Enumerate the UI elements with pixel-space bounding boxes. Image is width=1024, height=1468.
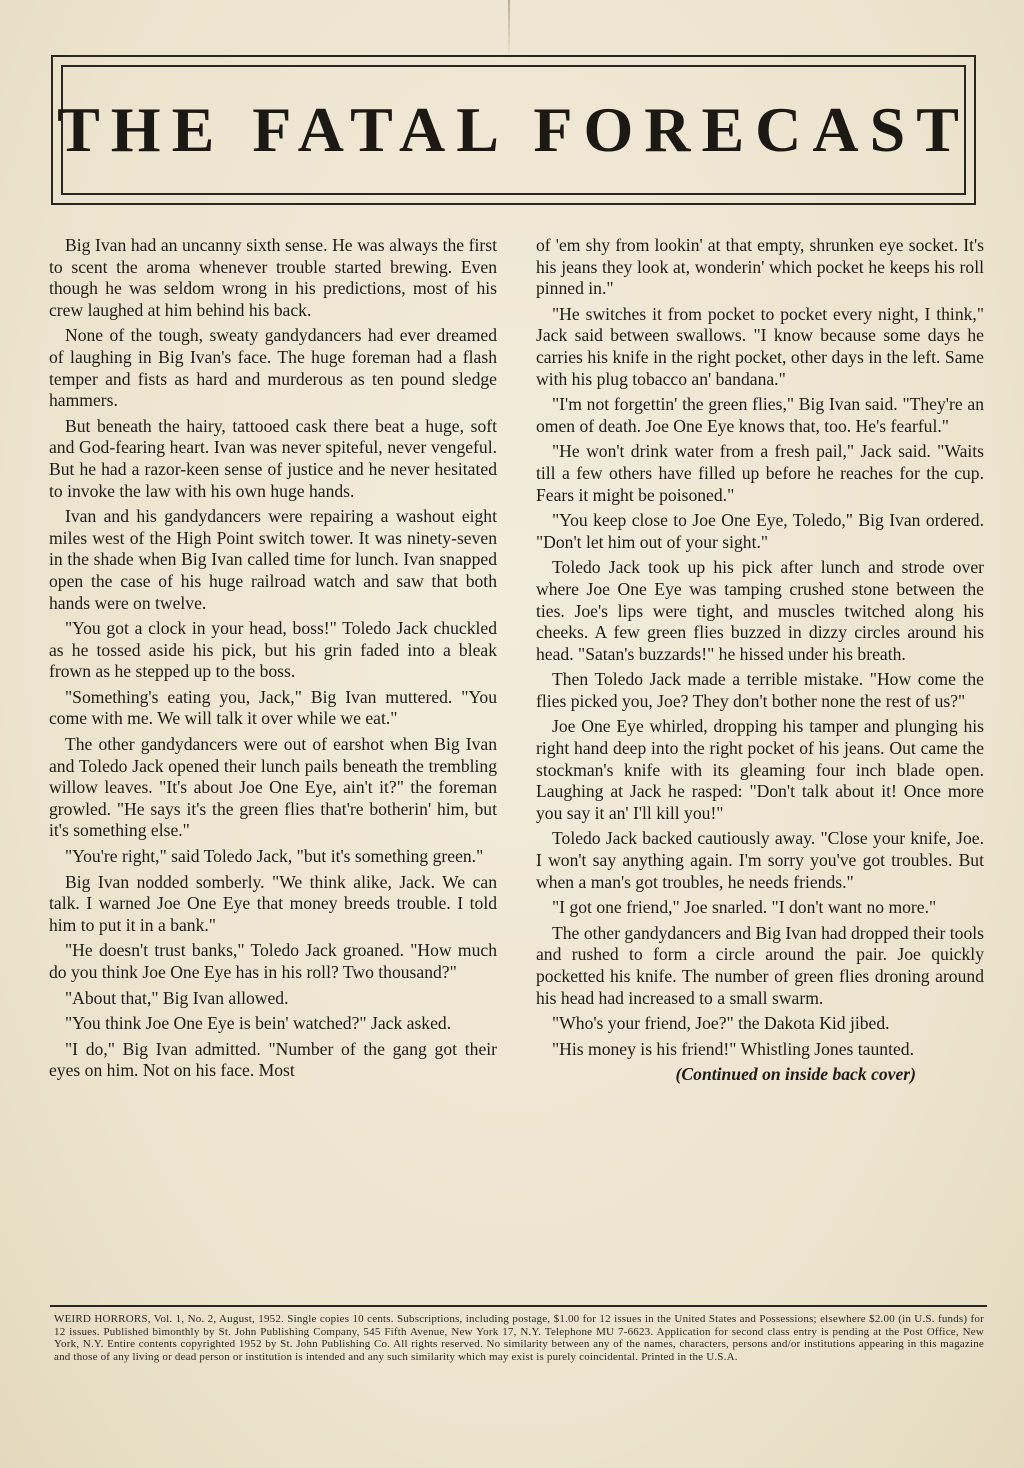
- paragraph: Joe One Eye whirled, dropping his tamper and plunging his right hand deep into the right pocket of his jeans. Out came the stockman's knife with its gleaming four inch blade open. Laughing at Jack he rasped: "Don't talk about it! Once more you say it an' I'll kill you!": [536, 716, 984, 823]
- right-column: [536, 235, 984, 1290]
- continued-note: (Continued on inside back cover): [675, 1064, 916, 1085]
- paragraph: Toledo Jack backed cautiously away. "Close your knife, Joe. I won't say anything again. I'm sorry you've got troubles. But when a man's got troubles, he needs friends.": [536, 828, 984, 892]
- paragraph: "You're right," said Toledo Jack, "but it's something green.": [65, 846, 484, 867]
- paragraph: "I got one friend," Joe snarled. "I don't want no more.": [552, 897, 937, 918]
- paragraph: Toledo Jack took up his pick after lunch and strode over where Joe One Eye was tamping crushed stone between the ties. Joe's lips were tight, and muscles twitched along his cheeks. A few green flies buzzed in dizzy circles around his head. "Satan's buzzards!" he hissed under his breath.: [536, 557, 984, 664]
- paragraph: None of the tough, sweaty gandydancers had ever dreamed of laughing in Big Ivan's face. The huge foreman had a flash temper and fists as hard and murderous as ten pound sledge hammers.: [49, 325, 497, 411]
- paragraph: "You got a clock in your head, boss!" Toledo Jack chuckled as he tossed aside his pick, but his grin faded into a bleak frown as he stepped up to the boss.: [49, 618, 497, 682]
- paragraph: "His money is his friend!" Whistling Jones taunted.: [552, 1038, 914, 1059]
- left-column: [49, 235, 497, 1290]
- paragraph: The other gandydancers were out of earshot when Big Ivan and Toledo Jack opened their lunch pails beneath the trembling willow leaves. "It's about Joe One Eye, ain't it?" the foreman growled. "He says it's the green flies that're botherin' him, but it's something else.": [49, 734, 497, 841]
- footer-divider: [50, 1305, 987, 1307]
- paragraph-continuation: of 'em shy from lookin' at that empty, shrunken eye socket. It's his jeans they look at, wonderin' which pocket he keeps his roll pinned in.": [536, 235, 984, 299]
- paragraph: "About that," Big Ivan allowed.: [65, 987, 289, 1008]
- paragraph: "He doesn't trust banks," Toledo Jack groaned. "How much do you think Joe One Eye has in his roll? Two thousand?": [49, 940, 497, 982]
- story-title: THE FATAL FORECAST: [57, 94, 970, 165]
- paragraph: "You think Joe One Eye is bein' watched?" Jack asked.: [65, 1013, 452, 1034]
- paragraph: Ivan and his gandydancers were repairing a washout eight miles west of the High Point switch tower. It was ninety-seven in the shade when Big Ivan called time for lunch. Ivan snapped open the case of his huge railroad watch and saw that both hands were on twelve.: [49, 506, 497, 613]
- title-frame-inner: [57, 65, 970, 195]
- paragraph: "You keep close to Joe One Eye, Toledo," Big Ivan ordered. "Don't let him out of your sight.": [536, 510, 984, 552]
- paragraph: "I'm not forgettin' the green flies," Big Ivan said. "They're an omen of death. Joe One Eye knows that, too. He's fearful.": [536, 394, 984, 436]
- paragraph: The other gandydancers and Big Ivan had dropped their tools and rushed to form a circle around the pair. Joe quickly pocketted his knife. The number of green flies droning around his head had increased to a small swarm.: [536, 922, 984, 1008]
- page-crease: [508, 0, 510, 60]
- paragraph: Big Ivan had an uncanny sixth sense. He was always the first to scent the aroma whenever trouble started brewing. Even though he was seldom wrong in his predictions, most of his crew laughed at him behind his back.: [49, 235, 497, 320]
- publication-notice: WEIRD HORRORS, Vol. 1, No. 2, August, 1952. Single copies 10 cents. Subscriptions, including postage, $1.00 for 12 issues in the United States and Possessions; elsewhere $2.00 (in U.S. funds) for 12 issues. Published bimonthly by St. John Publishing Company, 545 Fifth Avenue, New York 17, N.Y. Telephone MU 7-6623. Application for second class entry is pending at the Post Office, New York, N.Y. Entire contents copyrighted 1952 by St. John Publishing Co. All rights reserved. No similarity between any of the names, characters, persons and/or institutions appearing in this magazine and those of any living or dead person or institution is intended and any such similarity which may exist is purely coincidental. Printed in the U.S.A.: [54, 1313, 984, 1363]
- paragraph: But beneath the hairy, tattooed cask there beat a huge, soft and God-fearing heart. Ivan was never spiteful, never vengeful. But he had a razor-keen sense of justice and he never hesitated to invoke the law with his own huge hands.: [49, 415, 497, 501]
- paragraph: "Something's eating you, Jack," Big Ivan muttered. "You come with me. We will talk it over while we eat.": [49, 686, 497, 729]
- paragraph: "He switches it from pocket to pocket every night, I think," Jack said between swallows. "I know because some days he carries his knife in the right pocket, other days in the left. Same with his plug tobacco an' bandana.": [536, 303, 984, 389]
- paragraph: "I do," Big Ivan admitted. "Number of the gang got their eyes on him. Not on his face. Most: [49, 1038, 497, 1081]
- paragraph: Then Toledo Jack made a terrible mistake. "How come the flies picked you, Joe? They don't bother none the rest of us?": [536, 669, 984, 711]
- paragraph: Big Ivan nodded somberly. "We think alike, Jack. We can talk. I warned Joe One Eye that money breeds trouble. I told him to put it in a bank.": [49, 871, 497, 935]
- paragraph: "Who's your friend, Joe?" the Dakota Kid jibed.: [552, 1013, 890, 1034]
- paragraph: "He won't drink water from a fresh pail," Jack said. "Waits till a few others have filled up before he reaches for the cup. Fears it might be poisoned.": [536, 441, 984, 505]
- story-body: [49, 235, 984, 1290]
- title-frame: [51, 55, 976, 205]
